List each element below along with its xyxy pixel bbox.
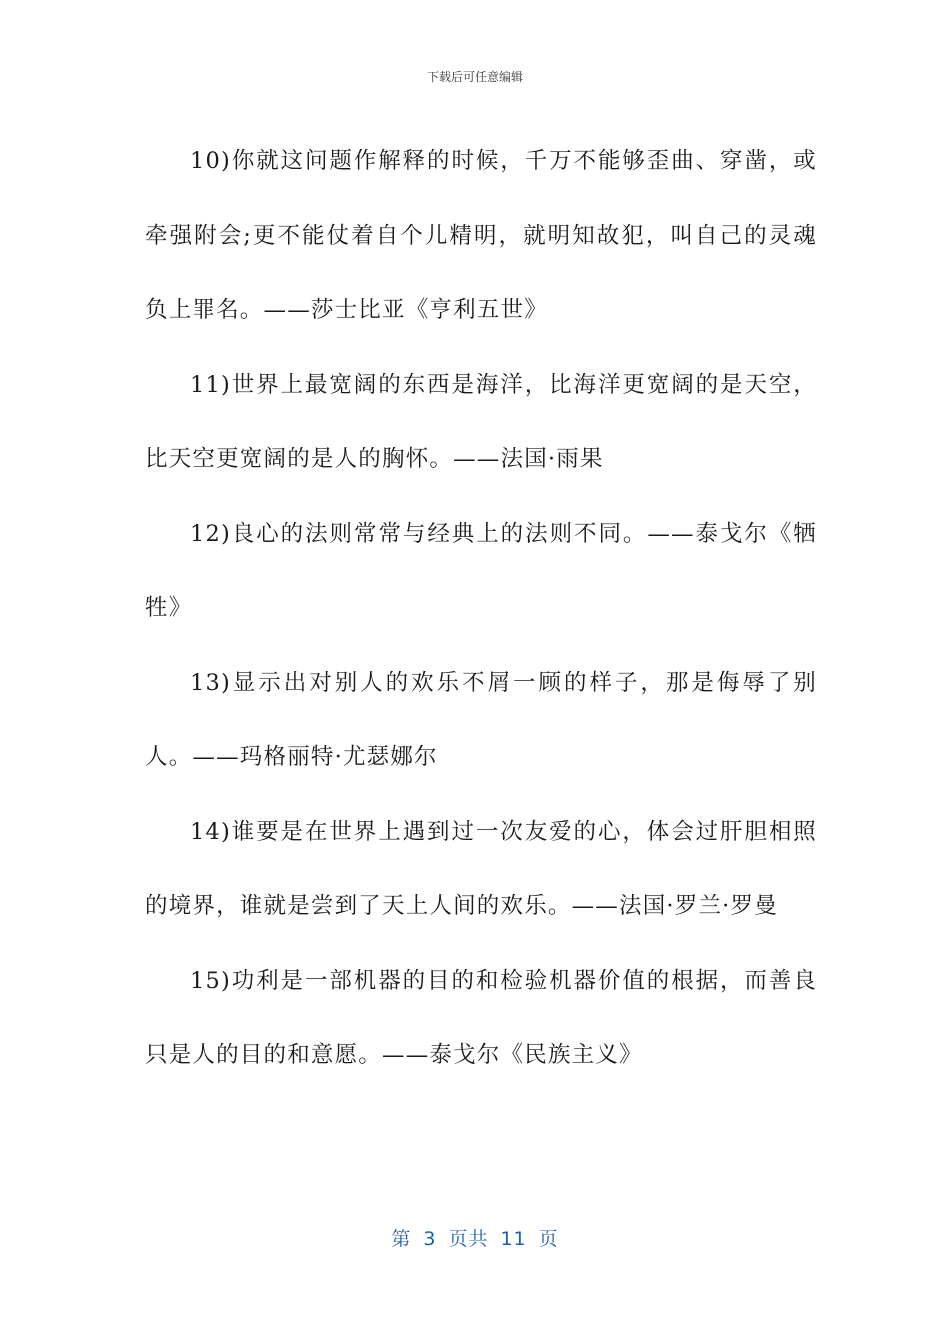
- quote-paragraph-12: 12)良心的法则常常与经典上的法则不同。——泰戈尔《牺牲》: [145, 520, 817, 621]
- current-page-number: 3: [423, 1228, 437, 1250]
- total-pages-number: 11: [500, 1228, 527, 1250]
- quote-paragraph-11: 11)世界上最宽阔的东西是海洋，比海洋更宽阔的是天空，比天空更宽阔的是人的胸怀。——法国·雨果: [145, 371, 817, 472]
- footer-middle: 页共: [448, 1228, 489, 1250]
- page-footer: [0, 1224, 950, 1251]
- footer-prefix: 第: [391, 1228, 412, 1250]
- quote-paragraph-15: 15)功利是一部机器的目的和检验机器价值的根据，而善良只是人的目的和意愿。——泰戈尔《民族主义》: [145, 967, 817, 1068]
- footer-suffix: 页: [538, 1228, 559, 1250]
- header-note: 下载后可任意编辑: [426, 70, 523, 84]
- quote-paragraph-13: 13)显示出对别人的欢乐不屑一顾的样子，那是侮辱了别人。——玛格丽特·尤瑟娜尔: [145, 669, 817, 770]
- document-body: [145, 124, 817, 1093]
- quote-paragraph-14: 14)谁要是在世界上遇到过一次友爱的心，体会过肝胆相照的境界，谁就是尝到了天上人间的欢乐。——法国·罗兰·罗曼: [145, 818, 817, 919]
- quote-paragraph-10: 10)你就这问题作解释的时候，千万不能够歪曲、穿凿，或牵强附会;更不能仗着自个儿精明，就明知故犯，叫自己的灵魂负上罪名。——莎士比亚《亨利五世》: [145, 148, 817, 323]
